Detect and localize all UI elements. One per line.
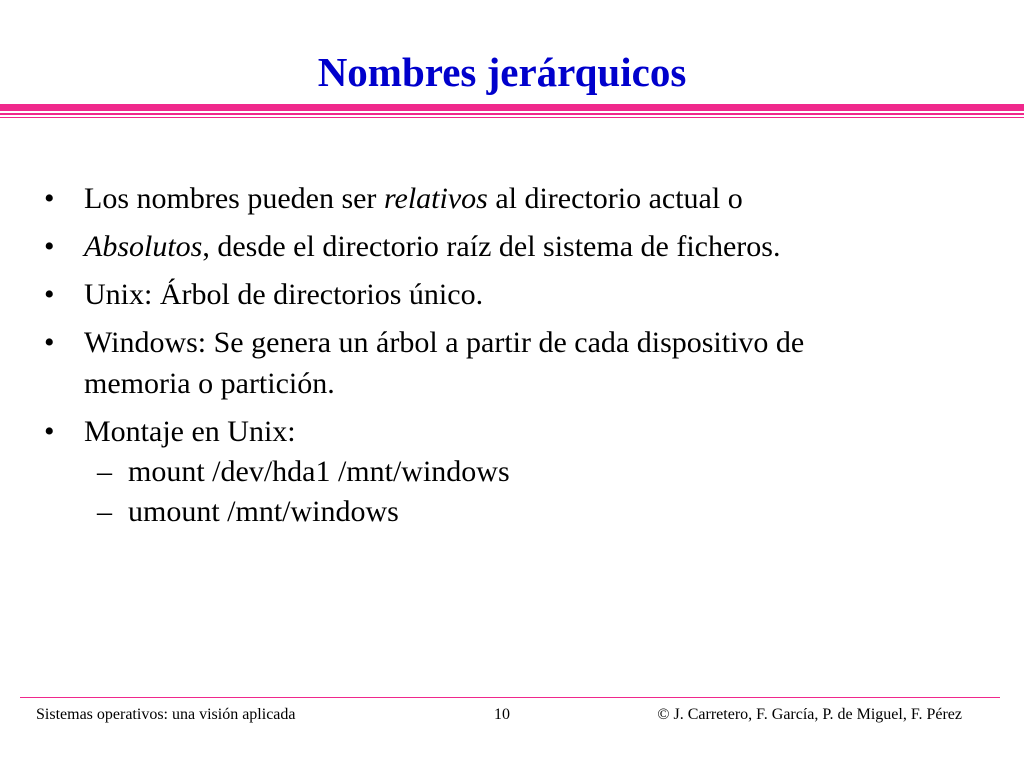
text-run: , desde el directorio raíz del sistema de ficheros. <box>202 230 781 263</box>
bullet-marker: • <box>44 278 55 311</box>
bullet-marker: • <box>44 326 55 359</box>
slide-title: Nombres jerárquicos <box>317 49 687 95</box>
footer-book-title: Sistemas operativos: una visión aplicada <box>36 706 296 723</box>
italic-term: relativos <box>383 182 488 215</box>
footer-copyright: © J. Carretero, F. García, P. de Miguel, F. Pérez <box>657 706 962 723</box>
title-rule-thick <box>0 104 1024 111</box>
title-rule-thin <box>0 117 1024 118</box>
bullet-text: Montaje en Unix: <box>84 415 296 448</box>
footer-rule <box>20 697 1000 698</box>
page-number: 10 <box>494 706 510 723</box>
command-text: mount /dev/hda1 /mnt/windows <box>128 455 510 488</box>
bullet-text-line-1: Windows: Se genera un árbol a partir de cada dispositivo de <box>84 326 805 359</box>
bullet-text <box>84 226 964 268</box>
bullet-marker: • <box>44 415 55 448</box>
bullet-text-line-2: memoria o partición. <box>84 367 335 400</box>
bullet-marker: • <box>44 230 55 263</box>
bullet-marker: • <box>44 182 55 215</box>
text-run: al directorio actual o <box>487 182 743 215</box>
title-rule-medium <box>0 113 1024 115</box>
text-run: Los nombres pueden ser <box>84 182 384 215</box>
dash-marker: – <box>97 455 112 488</box>
dash-marker: – <box>97 495 112 528</box>
bullet-text: Unix: Árbol de directorios único. <box>84 278 484 311</box>
command-text: umount /mnt/windows <box>128 495 399 528</box>
italic-term: Absolutos <box>84 230 203 263</box>
bullet-text <box>84 178 964 220</box>
